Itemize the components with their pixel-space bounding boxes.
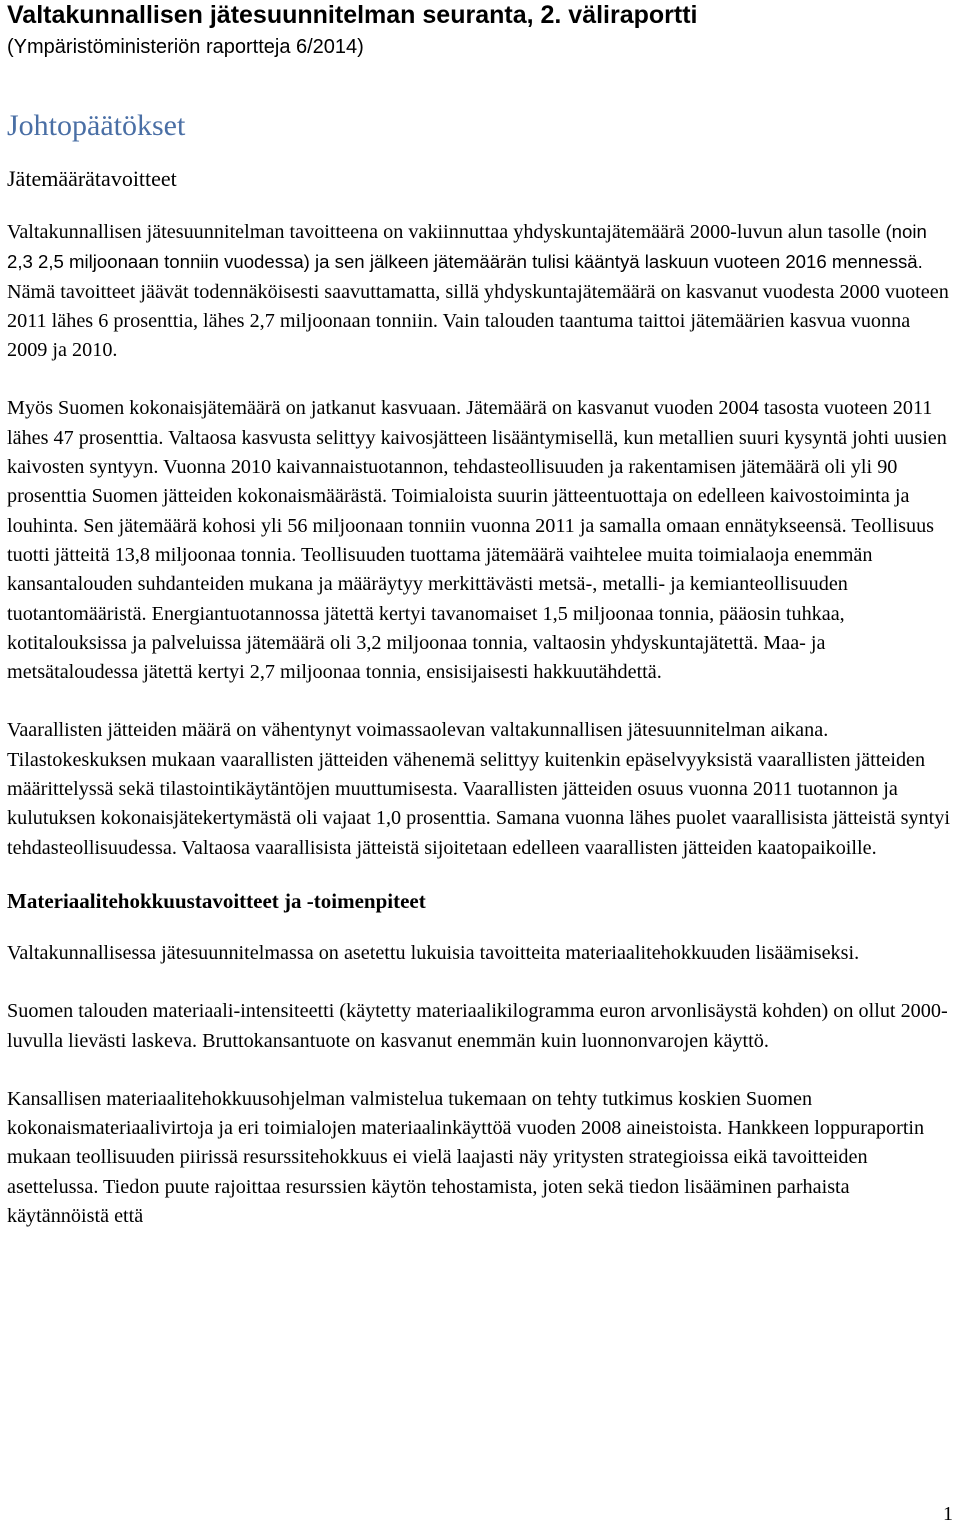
paragraph-material-intensity: Suomen talouden materiaali-intensiteetti (käytetty materiaalikilogramma euron arvonlisäystä kohden) on ollut 2000-luvulla lievästi laskeva. Bruttokansantuote on kasvanut enemmän kuin luonnonvarojen käyttö. [7,1000,948,1052]
paragraph-efficiency-program: Kansallisen materiaalitehokkuusohjelman valmistelua tukemaan on tehty tutkimus koskien Suomen kokonaismateriaalivirtoja ja eri toimialojen materiaalinkäyttöä vuoden 2008 aineistoista. Hankkeen loppuraportin mukaan teollisuuden piirissä resurssitehokkuus ei vielä laajasti näy yritysten strategioissa eikä tavoitteiden asettelussa. Tiedon puute rajoittaa resurssien käytön tehostamista, joten sekä tiedon lisääminen parhaista käytännöistä että [7,1087,925,1228]
document-title: Valtakunnallisen jätesuunnitelman seuranta, 2. väliraportti [7,1,698,29]
document-page [7,0,953,1231]
paragraph-material-targets: Valtakunnallisessa jätesuunnitelmassa on asetettu lukuisia tavoitteita materiaalitehokkuuden lisäämiseksi. [7,941,860,964]
paragraph-total-waste: Myös Suomen kokonaisjätemäärä on jatkanut kasvuaan. Jätemäärä on kasvanut vuoden 2004 tasosta vuoteen 2011 lähes 47 prosenttia. Valtaosa kasvusta selittyy kaivosjätteen lisääntymisellä, kun metallien suuri kysyntä johti uusien kaivosten syntyyn. Vuonna 2010 kaivannaistuotannon, tehdasteollisuuden ja rakentamisen jätemäärä oli yli 90 prosenttia Suomen jätteiden kokonaismäärästä. Toimialoista suurin jätteentuottaja on edelleen kaivostoiminta ja louhinta. Sen jätemäärä kohosi yli 56 miljoonaan tonniin vuonna 2011 ja samalla omaan ennätykseensä. Teollisuus tuotti jätteitä 13,8 miljoonaa tonnia. Teollisuuden tuottama jätemäärä vaihtelee muita toimialaoja enemmän kansantalouden suhdanteiden mukana ja määräytyy merkittävästi metsä-, metalli- ja kemianteollisuuden tuotantomääristä. Energiantuotannossa jätettä kertyi tavanomaiset 1,5 miljoonaa tonnia, pääosin tuhkaa, kotitalouksissa ja palveluissa jätemäärä oli 3,2 miljoonaa tonnia, valtaosin yhdyskuntajätettä. Maa- ja metsätaloudessa jätettä kertyi 2,7 miljoonaa tonnia, ensisijaisesti hakkuutähdettä. [7,397,947,684]
document-subtitle: (Ympäristöministeriön raportteja 6/2014) [7,36,364,58]
paragraph-text: Valtakunnallisen jätesuunnitelman tavoitteena on vakiinnuttaa yhdyskuntajätemäärä 2000-luvun alun tasolle [7,221,886,243]
page-number: 1 [943,1503,953,1525]
paragraph-text: Nämä tavoitteet jäävät todennäköisesti saavuttamatta, sillä yhdyskuntajätemäärä on kasvanut vuodesta 2000 vuoteen 2011 lähes 6 prosenttia, lähes 2,7 miljoonaan tonniin. Vain talouden taantuma taittoi jätemäärien kasvua vuonna 2009 ja 2010. [7,280,949,362]
subheading-waste-targets: Jätemäärätavoitteet [7,166,177,191]
paragraph-hazardous-waste: Vaarallisten jätteiden määrä on vähentynyt voimassaolevan valtakunnallisen jätesuunnitelman aikana. Tilastokeskuksen mukaan vaarallisten jätteiden vähenemä selittyy kuitenkin epäselvyyksistä vaarallisten jätteiden määrittelyssä sekä tilastointikäytäntöjen muuttumisesta. Vaarallisten jätteiden osuus vuonna 2011 tuotannon ja kulutuksen kokonaisjätekertymästä oli vajaat 1,0 prosenttia. Samana vuonna lähes puolet vaarallisista jätteistä syntyi tehdasteollisuudessa. Valtaosa vaarallisista jätteistä sijoitetaan edelleen vaarallisten jätteiden kaatopaikoille. [7,719,950,859]
paragraph-text-sans: (noin 2,3 2,5 miljoonaan tonniin vuodessa) ja sen jälkeen jätemäärän tulisi kääntyä laskuun vuoteen 2016 mennessä. [7,221,927,273]
section-heading-material-efficiency: Materiaalitehokkuustavoitteet ja -toimenpiteet [7,888,426,913]
paragraph-waste-targets [7,217,953,365]
section-heading-conclusions: Johtopäätökset [7,109,186,142]
